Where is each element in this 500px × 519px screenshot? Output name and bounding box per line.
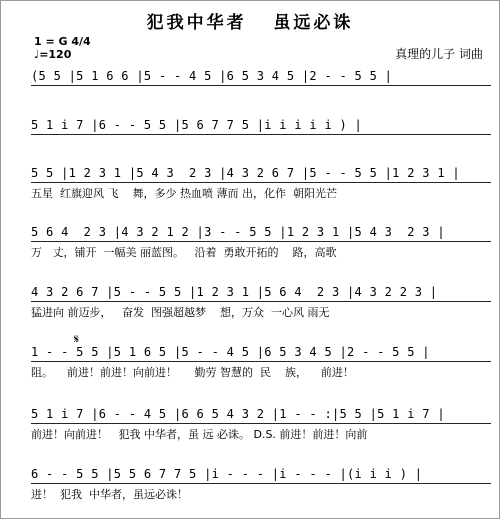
notation-line: 5 1 i 7 |6 - - 5 5 |5 6 7 7 5 |i i i i i ) | bbox=[31, 118, 363, 132]
notation-line: 4 3 2 6 7 |5 - - 5 5 |1 2 3 1 |5 6 4 2 3 |4 3 2 2 3 | bbox=[31, 285, 438, 299]
notation-line: 6 - - 5 5 |5 5 6 7 7 5 |i - - - |i - - - |(i i i ) | bbox=[31, 467, 423, 481]
beam-line bbox=[31, 361, 491, 364]
lyrics-line: 五星 红旗迎风 飞 舞，多少 热血喷 薄而 出，化作 朝阳光芒 bbox=[31, 187, 337, 200]
beam-line bbox=[31, 423, 491, 426]
segno-icon: 𝄋 bbox=[74, 332, 80, 346]
composer-credit: 真理的儿子 词曲 bbox=[395, 47, 483, 61]
notation-line: 1 - - 5 5 |5 1 6 5 |5 - - 4 5 |6 5 3 4 5 |2 - - 5 5 | bbox=[31, 345, 430, 359]
beam-line bbox=[31, 241, 491, 244]
notation-line: 5 1 i 7 |6 - - 4 5 |6 6 5 4 3 2 |1 - - :|5 5 |5 1 i 7 | bbox=[31, 407, 445, 421]
notation-line: 5 5 |1 2 3 1 |5 4 3 2 3 |4 3 2 6 7 |5 - - 5 5 |1 2 3 1 | bbox=[31, 166, 460, 180]
lyrics-line: 进！ 犯我 中华者，虽远必诛！ bbox=[31, 488, 188, 501]
tempo-mark: ♩=120 bbox=[34, 48, 72, 61]
lyrics-line: 万 丈，铺开 一幅美 丽蓝图。 沿着 勇敢开拓的 路，高歌 bbox=[31, 246, 337, 259]
beam-line bbox=[31, 134, 491, 137]
notation-line: 5 6 4 2 3 |4 3 2 1 2 |3 - - 5 5 |1 2 3 1 |5 4 3 2 3 | bbox=[31, 225, 445, 239]
lyrics-line: 阻。 前进！前进！向前进！ 勤劳 智慧的 民 族， 前进！ bbox=[31, 366, 354, 379]
beam-line bbox=[31, 301, 491, 304]
lyrics-line: 猛进向 前迈步， 奋发 图强超越梦 想，万众 一心风 雨无 bbox=[31, 306, 330, 319]
beam-line bbox=[31, 85, 491, 88]
song-title: 犯我中华者 虽远必诛 bbox=[146, 13, 354, 33]
beam-line bbox=[31, 483, 491, 486]
lyrics-line: 前进！向前进！ 犯我 中华者，虽 远 必诛。 D.S. 前进！前进！向前 bbox=[31, 428, 368, 441]
notation-line: (5 5 |5 1 6 6 |5 - - 4 5 |6 5 3 4 5 |2 - - 5 5 | bbox=[31, 69, 393, 83]
key-signature: 1 = G 4/4 bbox=[34, 35, 91, 48]
beam-line bbox=[31, 182, 491, 185]
